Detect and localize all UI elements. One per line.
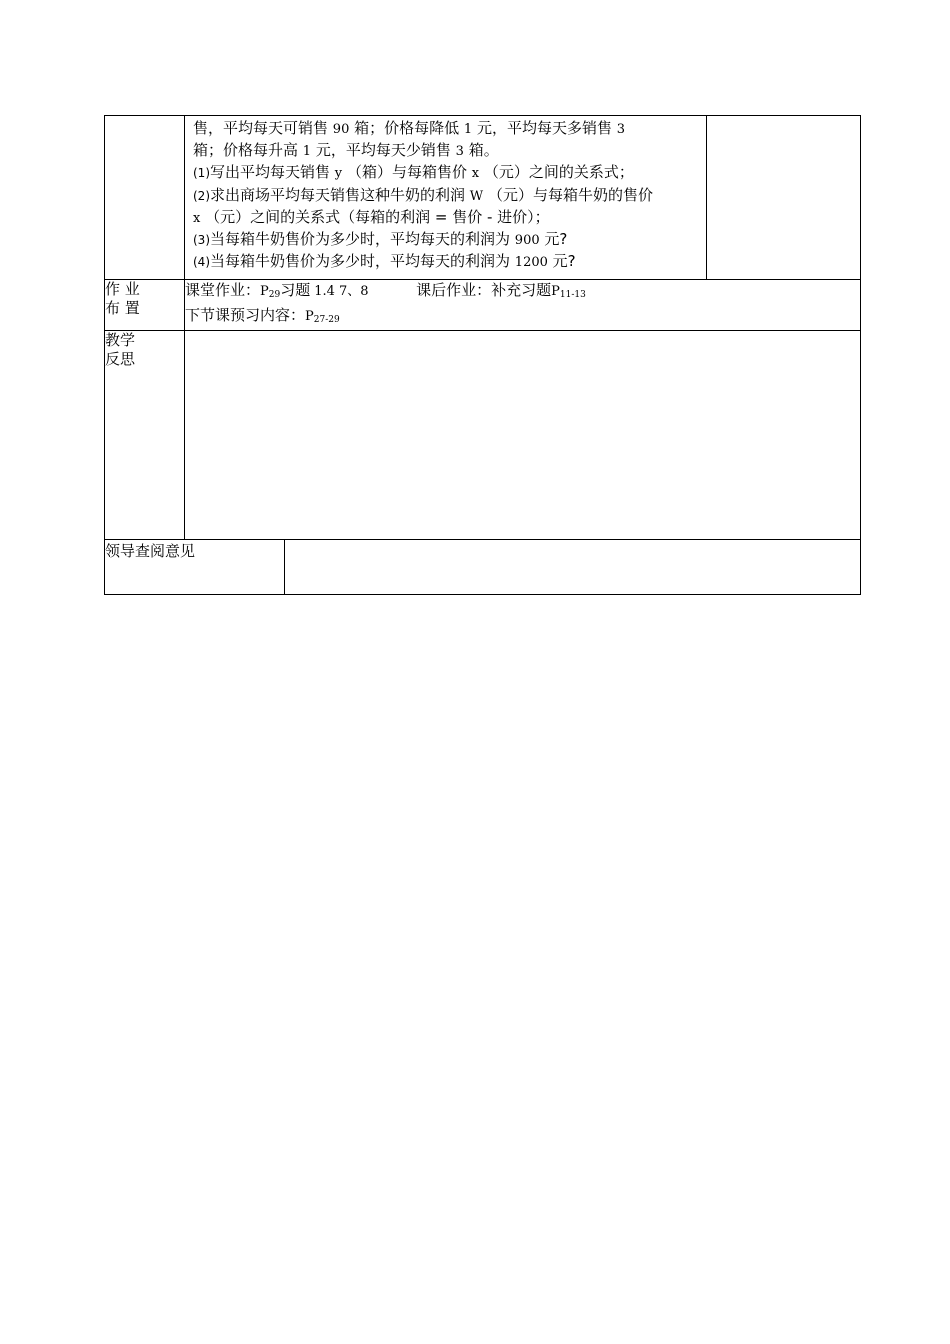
lesson-plan-table <box>104 115 861 595</box>
reflection-label-cell <box>105 331 185 540</box>
after-class-homework-label: 课后作业：补充习题 <box>416 281 552 299</box>
problem-right-cell <box>707 116 861 280</box>
homework-line-2: 下节课预习内容：$P_{27-29}$ <box>185 306 340 325</box>
homework-line-1: 课堂作业：$P_{29}$习题 1.4 7、8 课后作业：补充习题$P_{11-13}$ <box>185 281 586 300</box>
reflection-label-line2: 反思 <box>105 350 136 368</box>
homework-label-cell <box>105 280 185 331</box>
problem-left-cell <box>105 116 185 280</box>
reflection-label-line1: 教学 <box>105 331 136 349</box>
review-content-cell[interactable] <box>285 540 861 595</box>
homework-content-cell <box>185 280 861 331</box>
review-row <box>105 540 861 595</box>
question-2: (2)求出商场平均每天销售这种牛奶的利润 W （元）与每箱牛奶的售价 <box>193 185 653 204</box>
review-label-cell <box>105 540 285 595</box>
problem-row <box>105 116 861 280</box>
homework-row <box>105 280 861 331</box>
homework-label-line2: 布 置 <box>105 299 140 317</box>
review-label: 领导查阅意见 <box>105 542 196 560</box>
problem-text <box>185 116 706 275</box>
reflection-content-cell[interactable] <box>185 331 861 540</box>
question-4: (4)当每箱牛奶售价为多少时，平均每天的利润为 1200 元? <box>193 252 576 271</box>
problem-line-1: 售，平均每天可销售 90 箱；价格每降低 1 元，平均每天多销售 3 <box>193 119 626 137</box>
problem-line-2: 箱；价格每升高 1 元，平均每天少销售 3 箱。 <box>193 141 499 160</box>
question-3: (3)当每箱牛奶售价为多少时，平均每天的利润为 900 元? <box>193 230 568 249</box>
reflection-row <box>105 331 861 540</box>
homework-label-line1: 作 业 <box>105 280 140 298</box>
question-1: (1)写出平均每天销售 y （箱）与每箱售价 x （元）之间的关系式； <box>193 163 634 182</box>
question-2-cont: x （元）之间的关系式（每箱的利润 = 售价 - 进价）； <box>193 207 550 226</box>
class-homework-label: 课堂作业： <box>185 281 261 299</box>
preview-label: 下节课预习内容： <box>185 306 306 324</box>
problem-text-cell <box>185 116 707 280</box>
